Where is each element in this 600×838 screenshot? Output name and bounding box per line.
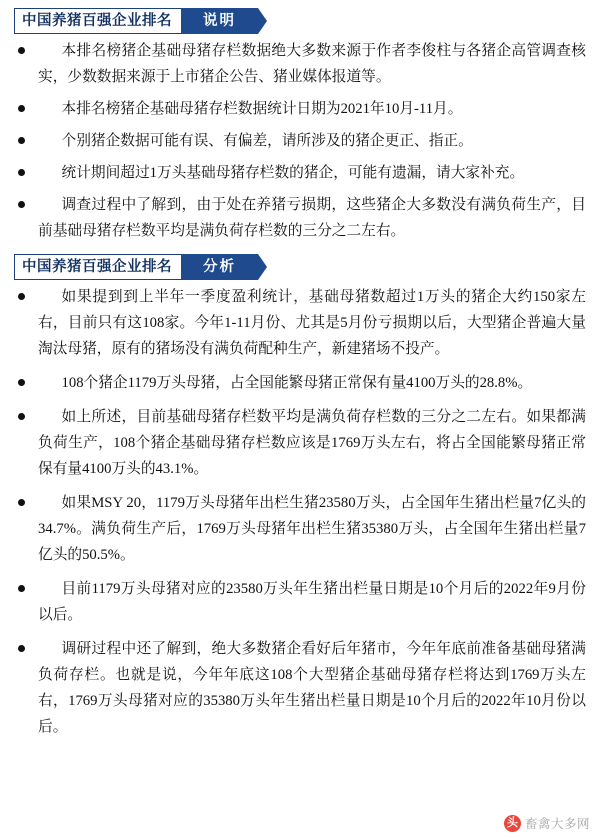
bullet-dot-icon (18, 413, 25, 420)
list-item (14, 128, 586, 154)
list-item (14, 96, 586, 122)
section-title: 中国养猪百强企业排名 (14, 254, 181, 280)
list-item-text: 如上所述，目前基础母猪存栏数平均是满负荷存栏数的三分之二左右。如果都满负荷生产，108个猪企基础母猪存栏数应该是1769万头左右，将占全国能繁母猪正常保有量4100万头的43.1%。 (38, 409, 586, 477)
section-instructions (14, 8, 586, 244)
list-item-text: 如果提到到上半年一季度盈利统计，基础母猪数超过1万头的猪企大约150家左右，目前只有这108家。今年1-11月份、尤其是5月份亏损期以后，大型猪企普遍大量淘汰母猪，原有的猪场没有满负荷配种生产，新建猪场不投产。 (38, 289, 586, 357)
bullet-dot-icon (18, 137, 25, 144)
bullet-dot-icon (18, 379, 25, 386)
list-item-text: 本排名榜猪企基础母猪存栏数据绝大多数来源于作者李俊柱与各猪企高管调查核实，少数数据来源于上市猪企公告、猪业媒体报道等。 (38, 43, 586, 85)
list-item (14, 576, 586, 628)
list-item (14, 192, 586, 244)
section-title: 中国养猪百强企业排名 (14, 8, 181, 34)
bullet-dot-icon (18, 201, 25, 208)
list-item (14, 404, 586, 482)
bullet-list (14, 284, 586, 740)
section-tag: 说明 (181, 8, 258, 34)
list-item (14, 370, 586, 396)
list-item-text: 统计期间超过1万头基础母猪存栏数的猪企，可能有遗漏，请大家补充。 (61, 165, 525, 181)
section-header (14, 254, 586, 280)
list-item-text: 调研过程中还了解到，绝大多数猪企看好后年猪市，今年年底前准备基础母猪满负荷存栏。也就是说，今年年底这108个大型猪企基础母猪存栏将达到1769万头左右，1769万头母猪对应的35380万头年生猪出栏量日期是10个月后的2022年10月份以后。 (38, 641, 586, 735)
list-item-text: 目前1179万头母猪对应的23580万头年生猪出栏量日期是10个月后的2022年9月份以后。 (38, 581, 586, 623)
section-analysis (14, 254, 586, 740)
list-item-text: 个别猪企数据可能有误、有偏差，请所涉及的猪企更正、指正。 (61, 133, 473, 149)
list-item (14, 160, 586, 186)
bullet-dot-icon (18, 47, 25, 54)
list-item-text: 本排名榜猪企基础母猪存栏数据统计日期为2021年10月-11月。 (61, 101, 463, 117)
bullet-dot-icon (18, 499, 25, 506)
bullet-dot-icon (18, 293, 25, 300)
bullet-dot-icon (18, 169, 25, 176)
bullet-list (14, 38, 586, 244)
bullet-dot-icon (18, 645, 25, 652)
list-item (14, 284, 586, 362)
section-header (14, 8, 586, 34)
list-item-text: 如果MSY 20，1179万头母猪年出栏生猪23580万头，占全国年生猪出栏量7亿头的34.7%。满负荷生产后，1769万头母猪年出栏生猪35380万头，占全国年生猪出栏量7亿头的50.5%。 (38, 495, 586, 563)
list-item (14, 38, 586, 90)
bullet-dot-icon (18, 585, 25, 592)
bullet-dot-icon (18, 105, 25, 112)
section-tag: 分析 (181, 254, 258, 280)
toutiao-logo-icon: 头 (504, 815, 521, 832)
list-item (14, 636, 586, 740)
watermark (504, 814, 590, 832)
list-item-text: 108个猪企1179万头母猪，占全国能繁母猪正常保有量4100万头的28.8%。 (61, 375, 533, 391)
watermark-text: 畜禽大多网 (524, 817, 590, 831)
list-item (14, 490, 586, 568)
list-item-text: 调查过程中了解到，由于处在养猪亏损期，这些猪企大多数没有满负荷生产，目前基础母猪存栏数平均是满负荷存栏数的三分之二左右。 (38, 197, 586, 239)
